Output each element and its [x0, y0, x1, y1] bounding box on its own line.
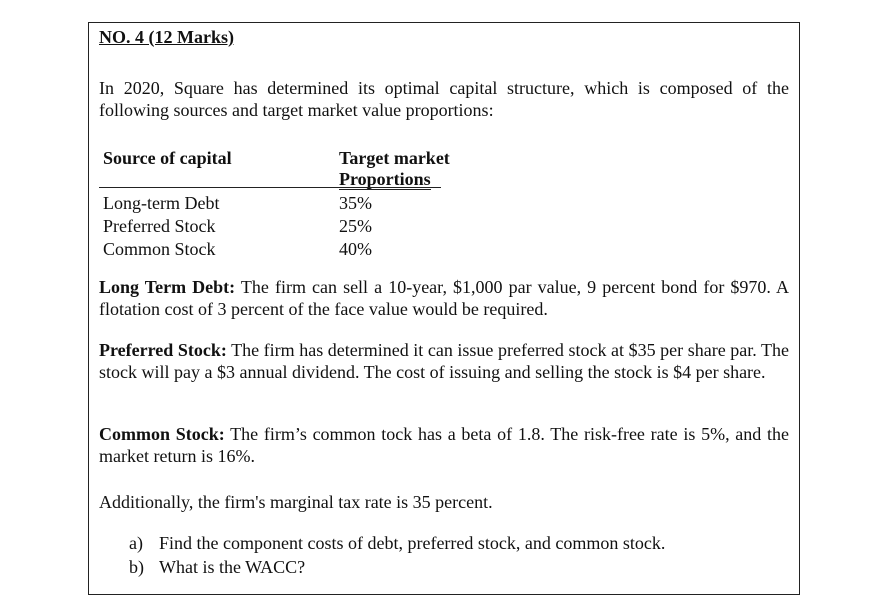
common-text: The firm’s common tock has a beta of 1.8. The risk-free rate is 5%, and the market return is 16%.: [99, 424, 790, 466]
intro-paragraph: In 2020, Square has determined its optimal capital structure, which is composed of the following sources and target market value proportions:: [99, 78, 789, 120]
table-header-target-line2: Proportions: [339, 169, 431, 189]
table-header-source: Source of capital: [103, 148, 232, 168]
task-text: What is the WACC?: [159, 557, 306, 577]
table-row-source: Long-term Debt: [103, 193, 220, 213]
task-marker: b): [129, 557, 144, 577]
table-row-proportion: 40%: [339, 239, 372, 259]
tax-sentence: Additionally, the firm's marginal tax rate is 35 percent.: [99, 492, 493, 512]
preferred-text: The firm has determined it can issue preferred stock at $35 per share par. The stock will pay a $3 annual dividend. The cost of issuing and selling the stock is $4 per share.: [99, 340, 789, 382]
table-rule: [99, 187, 441, 188]
table-row-proportion: 25%: [339, 216, 372, 236]
task-marker: a): [129, 533, 143, 553]
debt-paragraph: [99, 276, 789, 320]
common-paragraph: [99, 423, 789, 467]
task-text: Find the component costs of debt, preferred stock, and common stock.: [159, 533, 666, 553]
table-row-source: Common Stock: [103, 239, 216, 259]
common-label: Common Stock:: [99, 424, 225, 444]
debt-text: The firm can sell a 10-year, $1,000 par value, 9 percent bond for $970. A flotation cost of 3 percent of the face value would be required.: [99, 277, 789, 319]
debt-label: Long Term Debt:: [99, 277, 236, 297]
preferred-label: Preferred Stock:: [99, 340, 227, 360]
table-row-source: Preferred Stock: [103, 216, 216, 236]
table-header-target-line1: Target market: [339, 148, 450, 168]
preferred-paragraph: [99, 339, 789, 383]
table-row-proportion: 35%: [339, 193, 372, 213]
question-heading: NO. 4 (12 Marks): [99, 27, 234, 47]
